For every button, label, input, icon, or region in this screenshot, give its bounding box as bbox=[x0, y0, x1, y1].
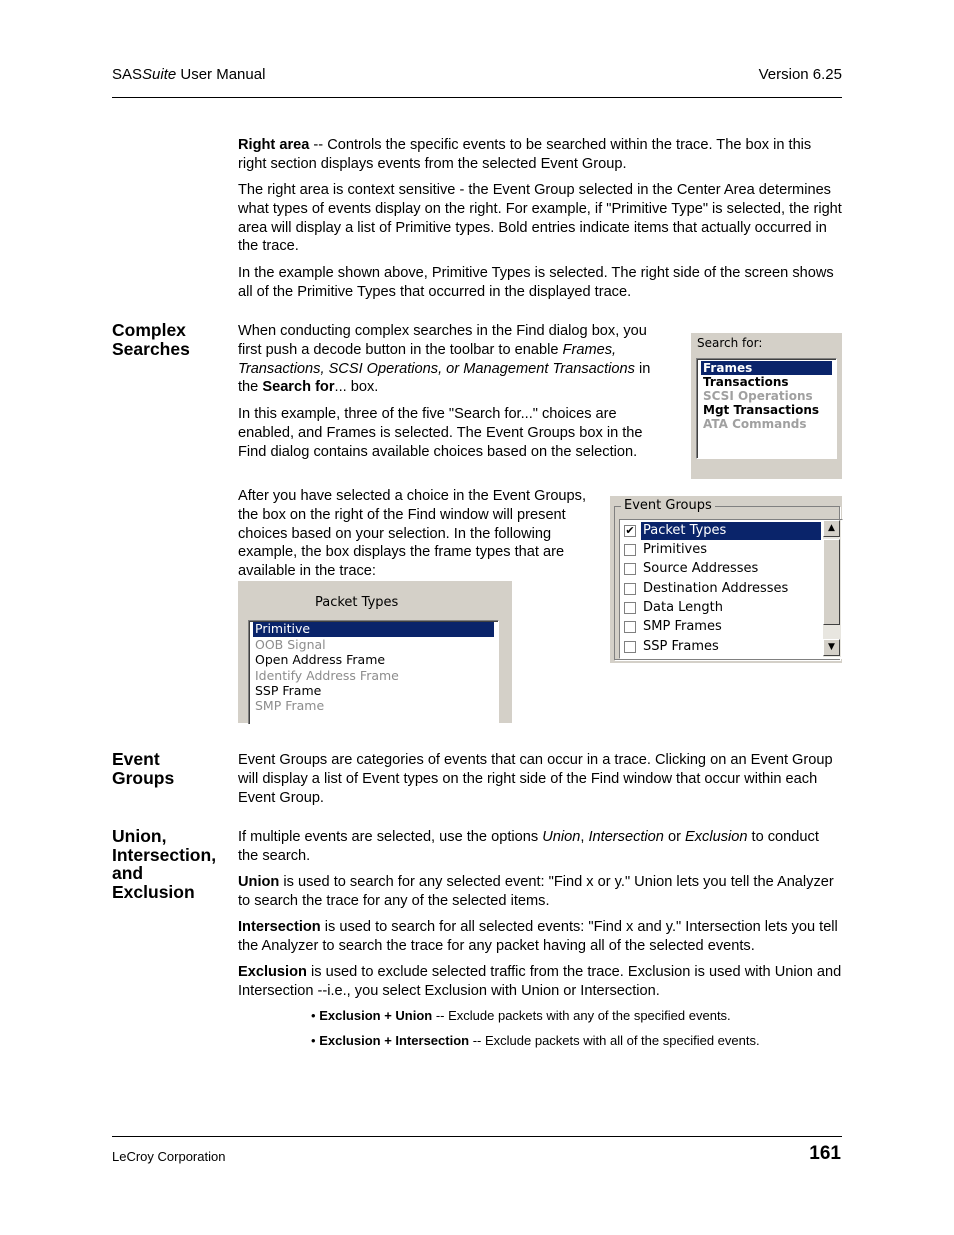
complex-p1-italic: Frames, Transactions, SCSI Operations, or Management Transactions bbox=[238, 341, 635, 377]
event-group-label: Destination Addresses bbox=[643, 581, 789, 596]
heading-line: Exclusion bbox=[112, 882, 195, 903]
packet-type-identify-address[interactable]: Identify Address Frame bbox=[255, 668, 399, 683]
packet-type-open-address[interactable]: Open Address Frame bbox=[255, 652, 386, 667]
union-p1-i1: Union bbox=[542, 829, 581, 845]
checkbox-checked[interactable]: ✔ bbox=[625, 524, 635, 537]
bullet-text: -- Exclude packets with any of the specified events. bbox=[432, 1008, 731, 1023]
bullet-exclusion-union bbox=[311, 1008, 731, 1024]
right-area-p1 bbox=[238, 136, 842, 174]
exclusion-term: Exclusion bbox=[238, 964, 307, 980]
search-for-item-transactions[interactable]: Transactions bbox=[703, 375, 789, 389]
title-suffix: User Manual bbox=[176, 66, 266, 83]
packet-type-smp[interactable]: SMP Frame bbox=[255, 698, 325, 713]
heading-line: Groups bbox=[112, 767, 175, 788]
search-for-listbox[interactable] bbox=[696, 358, 837, 459]
heading-line: Intersection, bbox=[112, 844, 217, 865]
bullet-term: Exclusion + Union bbox=[319, 1008, 433, 1023]
right-area-term: Right area bbox=[238, 137, 310, 153]
event-group-ssp[interactable] bbox=[623, 638, 825, 656]
scrollbar[interactable] bbox=[823, 520, 841, 657]
bullet-text: -- Exclude packets with all of the specified events. bbox=[469, 1033, 760, 1048]
checkbox[interactable] bbox=[624, 602, 636, 614]
header-title bbox=[112, 66, 265, 83]
complex-searches-heading bbox=[112, 321, 190, 358]
checkbox[interactable] bbox=[624, 544, 636, 556]
event-group-data-length[interactable] bbox=[623, 599, 825, 617]
complex-p3: After you have selected a choice in the Event Groups, the box on the right of the Find window will present choices based on your selection. In the following example, the box displays the frame types that are available in the trace: bbox=[238, 488, 587, 580]
union-p4-text: is used to exclude selected traffic from the trace. Exclusion is used with Union and Intersection --i.e., you select Exclusion with Union or Intersection. bbox=[238, 964, 842, 999]
page-number: 161 bbox=[809, 1143, 841, 1164]
event-groups-listbox[interactable] bbox=[619, 519, 843, 659]
header-version: Version 6.25 bbox=[758, 66, 842, 83]
heading-line: Searches bbox=[112, 338, 190, 359]
complex-p1 bbox=[238, 322, 658, 397]
bullet-exclusion-intersection bbox=[311, 1033, 760, 1049]
heading-line: and bbox=[112, 863, 144, 884]
checkbox[interactable] bbox=[624, 621, 636, 633]
search-for-item-mgt[interactable]: Mgt Transactions bbox=[703, 403, 820, 417]
bullet-icon: • bbox=[311, 1033, 316, 1048]
union-p1-c: or bbox=[663, 829, 686, 845]
right-area-p1-text: -- Controls the specific events to be searched within the trace. The box in this right section displays events from the selected Event Group. bbox=[238, 137, 812, 172]
event-groups-heading bbox=[112, 750, 174, 787]
event-group-label: Source Addresses bbox=[643, 561, 759, 576]
complex-p1-b: in the bbox=[238, 360, 651, 396]
union-p1-i3: Exclusion bbox=[685, 829, 748, 845]
search-for-label: Search for: bbox=[697, 336, 763, 350]
packet-type-ssp[interactable]: SSP Frame bbox=[255, 683, 322, 698]
event-group-smp[interactable] bbox=[623, 618, 825, 636]
checkbox[interactable] bbox=[624, 641, 636, 653]
bullet-term: Exclusion + Intersection bbox=[319, 1033, 470, 1048]
search-for-item-frames[interactable]: Frames bbox=[701, 361, 832, 375]
event-group-primitives[interactable] bbox=[623, 541, 825, 559]
union-p1-d: to conduct the search. bbox=[238, 829, 819, 864]
event-group-destination[interactable] bbox=[623, 580, 825, 598]
heading-line: Union, bbox=[112, 826, 167, 846]
complex-p1-bold: Search for bbox=[262, 379, 335, 396]
event-group-packet-types[interactable] bbox=[623, 522, 825, 540]
footer-company: LeCroy Corporation bbox=[112, 1149, 226, 1164]
packet-type-primitive[interactable]: Primitive bbox=[253, 622, 494, 637]
union-heading bbox=[112, 827, 216, 902]
heading-line: Complex bbox=[112, 320, 186, 340]
union-p1-i2: Intersection bbox=[588, 829, 664, 845]
union-term: Union bbox=[238, 874, 280, 890]
right-area-p2: The right area is context sensitive - the Event Group selected in the Center Area determines what types of events display on the right. For example, if "Primitive Type" is selected, the right area will display a list of Primitive types. Bold entries indicate items that actually occurred in the trace. bbox=[238, 182, 842, 255]
event-groups-panel bbox=[610, 496, 842, 663]
complex-p1-a: When conducting complex searches in the Find dialog box, you first push a decode button in the toolbar to enable bbox=[238, 323, 647, 358]
complex-p2: In this example, three of the five "Search for..." choices are enabled, and Frames is selected. The Event Groups box in the Find dialog contains available choices based on the selection. bbox=[238, 406, 643, 460]
bullet-icon: • bbox=[311, 1008, 316, 1023]
footer-rule bbox=[112, 1136, 842, 1137]
union-p4 bbox=[238, 963, 842, 1001]
union-p1 bbox=[238, 828, 842, 866]
event-group-label: Data Length bbox=[643, 600, 724, 615]
checkbox[interactable] bbox=[624, 563, 636, 575]
search-for-item-ata[interactable]: ATA Commands bbox=[703, 417, 807, 431]
complex-p1-c: ... box. bbox=[334, 379, 379, 396]
packet-types-listbox[interactable] bbox=[248, 620, 499, 724]
search-for-panel bbox=[691, 333, 842, 479]
event-group-label: SMP Frames bbox=[643, 619, 722, 634]
intersection-term: Intersection bbox=[238, 919, 321, 935]
event-group-label: SSP Frames bbox=[643, 639, 719, 654]
packet-types-label: Packet Types bbox=[315, 595, 399, 610]
heading-line: Event bbox=[112, 749, 160, 769]
union-p1-b: , bbox=[580, 829, 589, 845]
event-group-label: Packet Types bbox=[641, 522, 821, 540]
checkbox[interactable] bbox=[624, 583, 636, 595]
event-groups-text: Event Groups are categories of events that can occur in a trace. Clicking on an Event Group will display a list of Event types on the right side of the Find window that occur within each Event Group. bbox=[238, 752, 833, 806]
search-for-item-scsi[interactable]: SCSI Operations bbox=[703, 389, 813, 403]
packet-type-oob[interactable]: OOB Signal bbox=[255, 637, 326, 652]
header-rule bbox=[112, 97, 842, 98]
scroll-thumb[interactable] bbox=[823, 539, 840, 625]
scroll-down-icon[interactable]: ▼ bbox=[823, 639, 840, 656]
scroll-up-icon[interactable]: ▲ bbox=[823, 520, 840, 537]
union-p2 bbox=[238, 873, 842, 911]
union-p1-a: If multiple events are selected, use the options bbox=[238, 829, 543, 845]
title-prefix: SAS bbox=[112, 66, 143, 83]
union-p2-text: is used to search for any selected event: "Find x or y." Union lets you tell the Analyzer to search the trace for any of the selected items. bbox=[238, 874, 834, 909]
title-italic: Suite bbox=[142, 66, 177, 83]
packet-types-panel bbox=[238, 581, 512, 723]
union-p3 bbox=[238, 918, 842, 956]
union-p3-text: is used to search for all selected events: "Find x and y." Intersection lets you tell the Analyzer to search the trace for any packet having all of the selected events. bbox=[238, 919, 838, 954]
event-group-label: Primitives bbox=[643, 542, 708, 557]
right-area-p3: In the example shown above, Primitive Types is selected. The right side of the screen shows all of the Primitive Types that occurred in the displayed trace. bbox=[238, 265, 834, 300]
event-groups-label: Event Groups bbox=[621, 498, 715, 513]
event-group-source[interactable] bbox=[623, 560, 825, 578]
